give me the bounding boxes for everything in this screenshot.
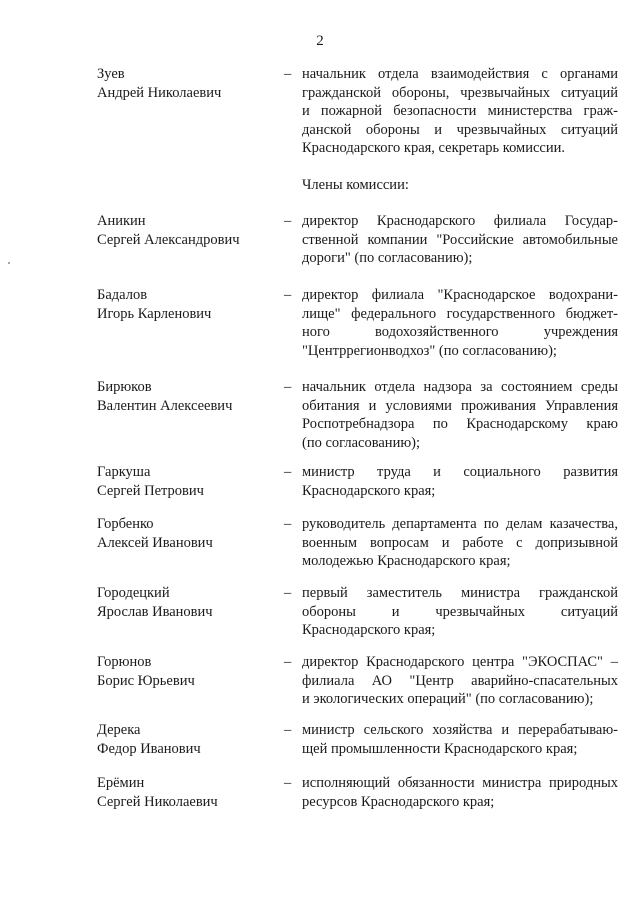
position-description bbox=[302, 515, 618, 571]
position-description bbox=[302, 65, 618, 158]
desc-line: военным вопросам и работе с допризывной bbox=[302, 534, 618, 551]
position-description bbox=[302, 721, 618, 758]
person-name bbox=[97, 212, 277, 249]
dash: – bbox=[284, 654, 292, 670]
page-number: 2 bbox=[316, 33, 324, 49]
surname: Горбенко bbox=[97, 516, 154, 532]
desc-line: щей промышленности Краснодарского края; bbox=[302, 740, 578, 757]
dash: – bbox=[284, 213, 292, 229]
desc-line: и экологических операций" (по согласованию); bbox=[302, 691, 594, 707]
person-name bbox=[97, 463, 277, 500]
surname: Бирюков bbox=[97, 379, 152, 395]
desc-line: данской обороны и чрезвычайных ситуаций bbox=[302, 121, 618, 138]
person-name bbox=[97, 286, 277, 323]
dash: – bbox=[284, 287, 292, 303]
desc-line: обороны и чрезвычайных ситуаций bbox=[302, 603, 618, 620]
given-names: Сергей Александрович bbox=[97, 231, 240, 248]
person-name bbox=[97, 584, 277, 621]
given-names: Алексей Иванович bbox=[97, 534, 213, 551]
person-name bbox=[97, 721, 277, 758]
desc-line: ственной компании "Российские автомобильные bbox=[302, 231, 618, 248]
dash: – bbox=[284, 585, 292, 601]
given-names: Андрей Николаевич bbox=[97, 84, 222, 101]
surname: Гаркуша bbox=[97, 464, 151, 480]
desc-line: обитания и условиями проживания Управления bbox=[302, 397, 618, 414]
position-description bbox=[302, 584, 618, 640]
desc-line: первый заместитель министра гражданской bbox=[302, 585, 618, 601]
desc-line: Роспотребнадзора по Краснодарскому краю bbox=[302, 416, 618, 432]
given-names: Борис Юрьевич bbox=[97, 672, 195, 689]
desc-line: Краснодарского края; bbox=[302, 482, 436, 499]
given-names: Ярослав Иванович bbox=[97, 603, 213, 620]
position-description bbox=[302, 653, 618, 709]
desc-line: гражданской обороны, чрезвычайных ситуаций bbox=[302, 84, 618, 101]
desc-line: ного водохозяйственного учреждения bbox=[302, 324, 618, 340]
dash: – bbox=[284, 775, 292, 791]
desc-line: Краснодарского края; bbox=[302, 622, 436, 638]
desc-line: дороги" (по согласованию); bbox=[302, 250, 473, 266]
person-name bbox=[97, 774, 277, 811]
desc-line: директор филиала "Краснодарское водохрани- bbox=[302, 287, 618, 303]
desc-line: ресурсов Краснодарского края; bbox=[302, 793, 495, 810]
members-heading: Члены комиссии: bbox=[302, 177, 409, 193]
surname: Зуев bbox=[97, 66, 125, 82]
surname: Бадалов bbox=[97, 287, 148, 303]
dash: – bbox=[284, 516, 292, 532]
position-description bbox=[302, 378, 618, 452]
desc-line: "Центррегионводхоз" (по согласованию); bbox=[302, 342, 557, 359]
desc-line: филиала АО "Центр аварийно-спасательных bbox=[302, 672, 618, 689]
position-description bbox=[302, 463, 618, 500]
position-description bbox=[302, 286, 618, 360]
dash: – bbox=[284, 722, 292, 738]
desc-line: лище" федерального государственного бюджет- bbox=[302, 305, 618, 322]
desc-line: исполняющий обязанности министра природных bbox=[302, 775, 618, 791]
desc-line: начальник отдела надзора за состоянием среды bbox=[302, 379, 618, 395]
surname: Городецкий bbox=[97, 585, 170, 601]
desc-line: директор Краснодарского филиала Государ- bbox=[302, 213, 618, 229]
desc-line: директор Краснодарского центра "ЭКОСПАС" – bbox=[302, 654, 618, 670]
person-name bbox=[97, 515, 277, 552]
surname: Горюнов bbox=[97, 654, 152, 670]
dash: – bbox=[284, 379, 292, 395]
person-name bbox=[97, 65, 277, 102]
dash: – bbox=[284, 464, 292, 480]
position-description bbox=[302, 774, 618, 811]
given-names: Сергей Николаевич bbox=[97, 793, 218, 810]
person-name bbox=[97, 378, 277, 415]
desc-line: министр труда и социального развития bbox=[302, 464, 618, 480]
given-names: Федор Иванович bbox=[97, 740, 201, 757]
surname: Аникин bbox=[97, 213, 146, 229]
person-name bbox=[97, 653, 277, 690]
given-names: Сергей Петрович bbox=[97, 482, 204, 499]
desc-line: министр сельского хозяйства и перерабатываю- bbox=[302, 722, 618, 738]
desc-line: молодежью Краснодарского края; bbox=[302, 553, 511, 569]
surname: Дерека bbox=[97, 722, 141, 738]
scan-speck bbox=[8, 262, 10, 264]
given-names: Валентин Алексеевич bbox=[97, 397, 233, 414]
desc-line: Краснодарского края, секретарь комиссии. bbox=[302, 140, 566, 156]
dash: – bbox=[284, 66, 292, 82]
desc-line: руководитель департамента по делам казачества, bbox=[302, 516, 618, 532]
desc-line: начальник отдела взаимодействия с органами bbox=[302, 66, 618, 82]
surname: Ерёмин bbox=[97, 775, 145, 791]
desc-line: и пожарной безопасности министерства граж- bbox=[302, 103, 618, 119]
given-names: Игорь Карленович bbox=[97, 305, 212, 322]
position-description bbox=[302, 212, 618, 268]
desc-line: (по согласованию); bbox=[302, 434, 421, 451]
